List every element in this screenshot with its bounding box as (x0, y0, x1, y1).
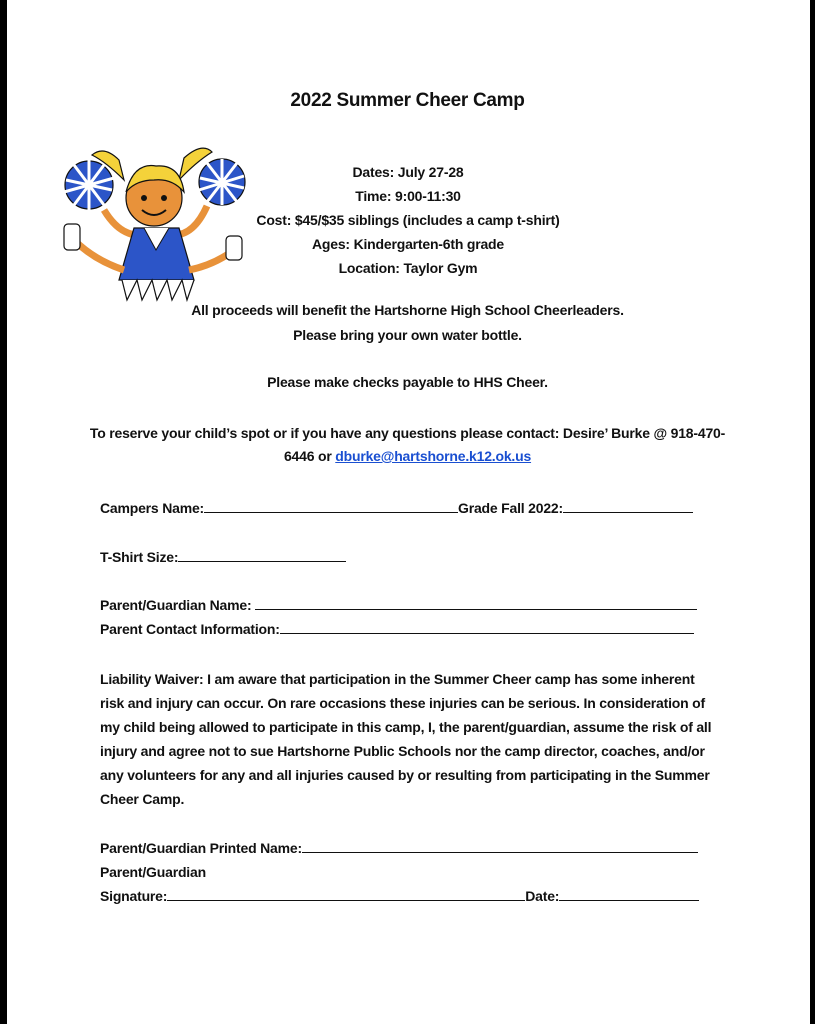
contact-email-link[interactable]: dburke@hartshorne.k12.ok.us (335, 448, 532, 464)
parent-contact-row (100, 618, 694, 640)
printed-name-label: Parent/Guardian Printed Name: (100, 840, 302, 856)
campers-name-row (100, 497, 693, 519)
left-pompom (64, 160, 114, 210)
parent-contact-label: Parent Contact Information: (100, 621, 280, 637)
liability-waiver: Liability Waiver: I am aware that participation in the Summer Cheer camp has some inherent risk and injury can occur. On rare occasions these injuries can be serious. In consideration of my child being allowed to participate in this camp, I, the parent/guardian, assume the risk of all injury and agree not to sue Hartshorne Public Schools nor the camp director, coaches, and/or any volunteers for any and all injuries caused by or resulting from participating in the Summer Cheer Camp. (100, 671, 712, 807)
campers-name-field[interactable] (204, 498, 458, 513)
parent-name-row (100, 594, 697, 616)
camp-time: Time: 9:00-11:30 (355, 188, 461, 204)
grade-fall-field[interactable] (563, 498, 693, 513)
camp-dates: Dates: July 27-28 (352, 164, 464, 180)
date-label: Date: (525, 888, 560, 904)
checks-note: Please make checks payable to HHS Cheer. (267, 374, 548, 390)
signature-row (100, 885, 699, 907)
guardian-label-row (100, 861, 206, 883)
printed-name-field[interactable] (302, 838, 698, 853)
camp-cost: Cost: $45/$35 siblings (includes a camp t-shirt) (256, 212, 560, 228)
contact-info (80, 422, 735, 468)
printed-name-row (100, 837, 698, 859)
signature-field[interactable] (167, 886, 525, 901)
parent-contact-field[interactable] (280, 619, 694, 634)
parent-name-label: Parent/Guardian Name: (100, 597, 256, 613)
grade-fall-label: Grade Fall 2022: (458, 500, 563, 516)
camp-ages: Ages: Kindergarten-6th grade (312, 236, 504, 252)
proceeds-note: All proceeds will benefit the Hartshorne High School Cheerleaders. (191, 302, 624, 318)
camp-details (238, 160, 578, 280)
tshirt-size-label: T-Shirt Size: (100, 549, 179, 565)
camp-location: Location: Taylor Gym (338, 260, 478, 276)
guardian-label: Parent/Guardian (100, 864, 206, 880)
tshirt-size-field[interactable] (178, 547, 346, 562)
signature-label: Signature: (100, 888, 168, 904)
left-edge (0, 0, 7, 1024)
campers-name-label: Campers Name: (100, 500, 204, 516)
date-field[interactable] (559, 886, 699, 901)
contact-text: To reserve your child’s spot or if you have any questions please contact: Desire’ Burke @ 918-470-6446 or (89, 425, 726, 464)
cheerleader-clipart (44, 140, 254, 305)
parent-name-field[interactable] (255, 595, 697, 610)
right-edge (810, 0, 815, 1024)
page-title: 2022 Summer Cheer Camp (290, 90, 525, 111)
water-note: Please bring your own water bottle. (293, 327, 522, 343)
tshirt-size-row (100, 546, 346, 568)
